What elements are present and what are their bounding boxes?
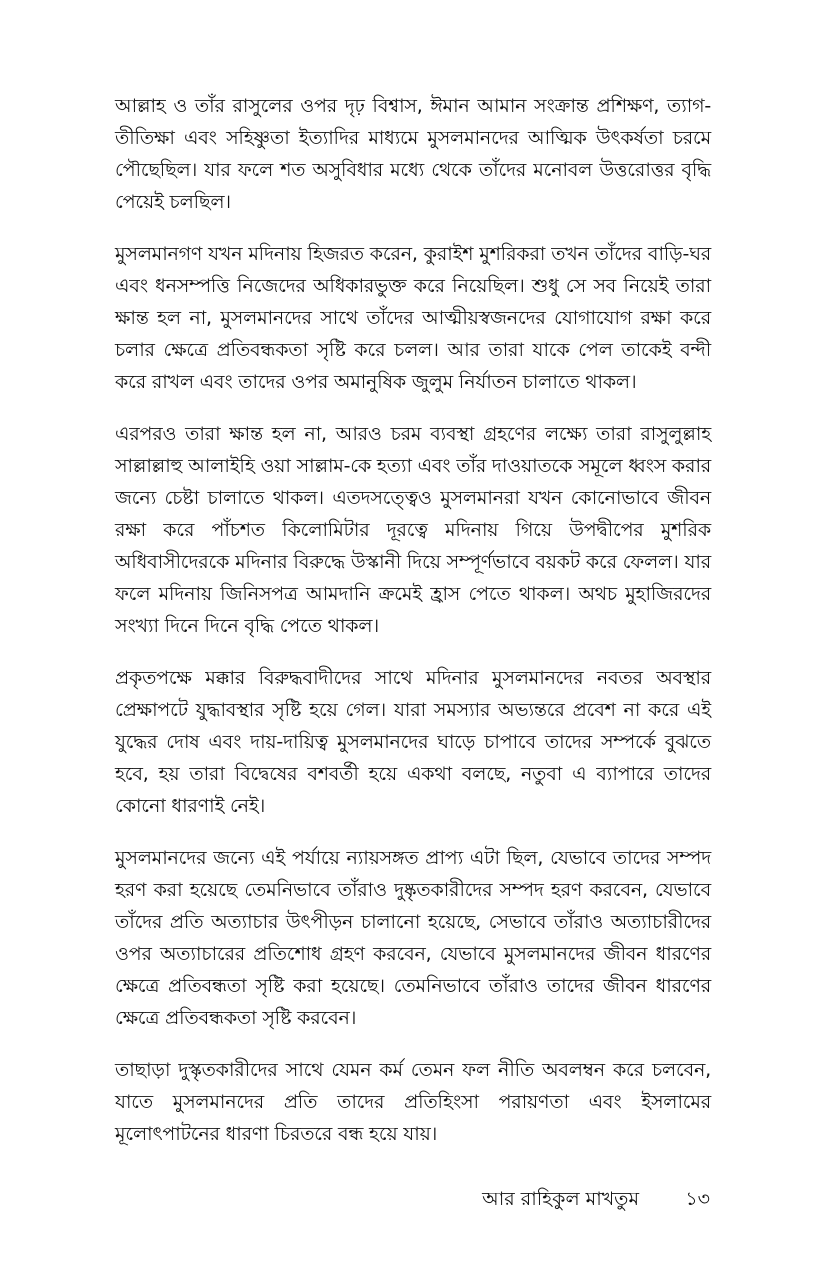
page-body: [115, 90, 711, 1170]
running-footer-title: আর রাহিকুল মাখতুম: [482, 1188, 639, 1210]
paragraph-6: তাছাড়া দুস্কৃতকারীদের সাথে যেমন কর্ম তেমন ফল নীতি অবলম্বন করে চলবেন, যাতে মুসলমানদের প্রতি তাদের প্রতিহিংসা পরায়ণতা এবং ইসলামের মূলোৎপাটনের ধারণা চিরতরে বন্ধ হয়ে যায়।: [115, 1059, 711, 1145]
page-number: ১৩: [685, 1188, 710, 1210]
paragraph-2: মুসলমানগণ যখন মদিনায় হিজরত করেন, কুরাইশ মুশরিকরা তখন তাঁদের বাড়ি-ঘর এবং ধনসম্পত্তি নিজেদের অধিকারভুক্ত করে নিয়েছিল। শুধু সে সব নিয়েই তারা ক্ষান্ত হল না, মুসলমানদের সাথে তাঁদের আত্মীয়স্বজনদের যোগাযোগ রক্ষা করে চলার ক্ষেত্রে প্রতিবন্ধকতা সৃষ্টি করে চলল। আর তারা যাকে পেল তাকেই বন্দী করে রাখল এবং তাদের ওপর অমানুষিক জুলুম নির্যাতন চালাতে থাকল।: [115, 243, 711, 393]
paragraph-3: এরপরও তারা ক্ষান্ত হল না, আরও চরম ব্যবস্থা গ্রহণের লক্ষ্যে তারা রাসুলুল্লাহ সাল্লাল্লাহু আলাইহি ওয়া সাল্লাম-কে হত্যা এবং তাঁর দাওয়াতকে সমূলে ধ্বংস করার জন্যে চেষ্টা চালাতে থাকল। এতদসত্ত্বেও মুসলমানরা যখন কোনোভাবে জীবন রক্ষা করে পাঁচশত কিলোমিটার দূরত্বে মদিনায় গিয়ে উপদ্বীপের মুশরিক অধিবাসীদেরকে মদিনার বিরুদ্ধে উস্কানী দিয়ে সম্পূর্ণভাবে বয়কট করে ফেলল। যার ফলে মদিনায় জিনিসপত্র আমদানি ক্রমেই হ্রাস পেতে থাকল। অথচ মুহাজিরদের সংখ্যা দিনে দিনে বৃদ্ধি পেতে থাকল।: [115, 423, 712, 637]
paragraph-4: প্রকৃতপক্ষে মক্কার বিরুদ্ধবাদীদের সাথে মদিনার মুসলমানদের নবতর অবস্থার প্রেক্ষাপটে যুদ্ধাবস্থার সৃষ্টি হয়ে গেল। যারা সমস্যার অভ্যন্তরে প্রবেশ না করে এই যুদ্ধের দোষ এবং দায়-দায়িত্ব মুসলমানদের ঘাড়ে চাপাবে তাদের সম্পর্কে বুঝতে হবে, হয় তারা বিদ্বেষের বশবর্তী হয়ে একথা বলছে, নতুবা এ ব্যাপারে তাদের কোনো ধারণাই নেই।: [115, 667, 711, 817]
paragraph-5: মুসলমানদের জন্যে এই পর্যায়ে ন্যায়সঙ্গত প্রাপ্য এটা ছিল, যেভাবে তাদের সম্পদ হরণ করা হয়েছে তেমনিভাবে তাঁরাও দুষ্কৃতকারীদের সম্পদ হরণ করবেন, যেভাবে তাঁদের প্রতি অত্যাচার উৎপীড়ন চালানো হয়েছে, সেভাবে তাঁরাও অত্যাচারীদের ওপর অত্যাচারের প্রতিশোধ গ্রহণ করবেন, যেভাবে মুসলমানদের জীবন ধারণের ক্ষেত্রে প্রতিবন্ধতা সৃষ্টি করা হয়েছে। তেমনিভাবে তাঁরাও তাদের জীবন ধারণের ক্ষেত্রে প্রতিবন্ধকতা সৃষ্টি করবেন।: [115, 847, 711, 1029]
page-footer: [0, 1183, 825, 1217]
paragraph-1: আল্লাহ ও তাঁর রাসুলের ওপর দৃঢ় বিশ্বাস, ঈমান আমান সংক্রান্ত প্রশিক্ষণ, ত্যাগ-তীতিক্ষা এবং সহিষ্ণুতা ইত্যাদির মাধ্যমে মুসলমানদের আত্মিক উৎকর্ষতা চরমে পৌছেছিল। যার ফলে শত অসুবিধার মধ্যে থেকে তাঁদের মনোবল উত্তরোত্তর বৃদ্ধি পেয়েই চলছিল।: [115, 95, 711, 213]
